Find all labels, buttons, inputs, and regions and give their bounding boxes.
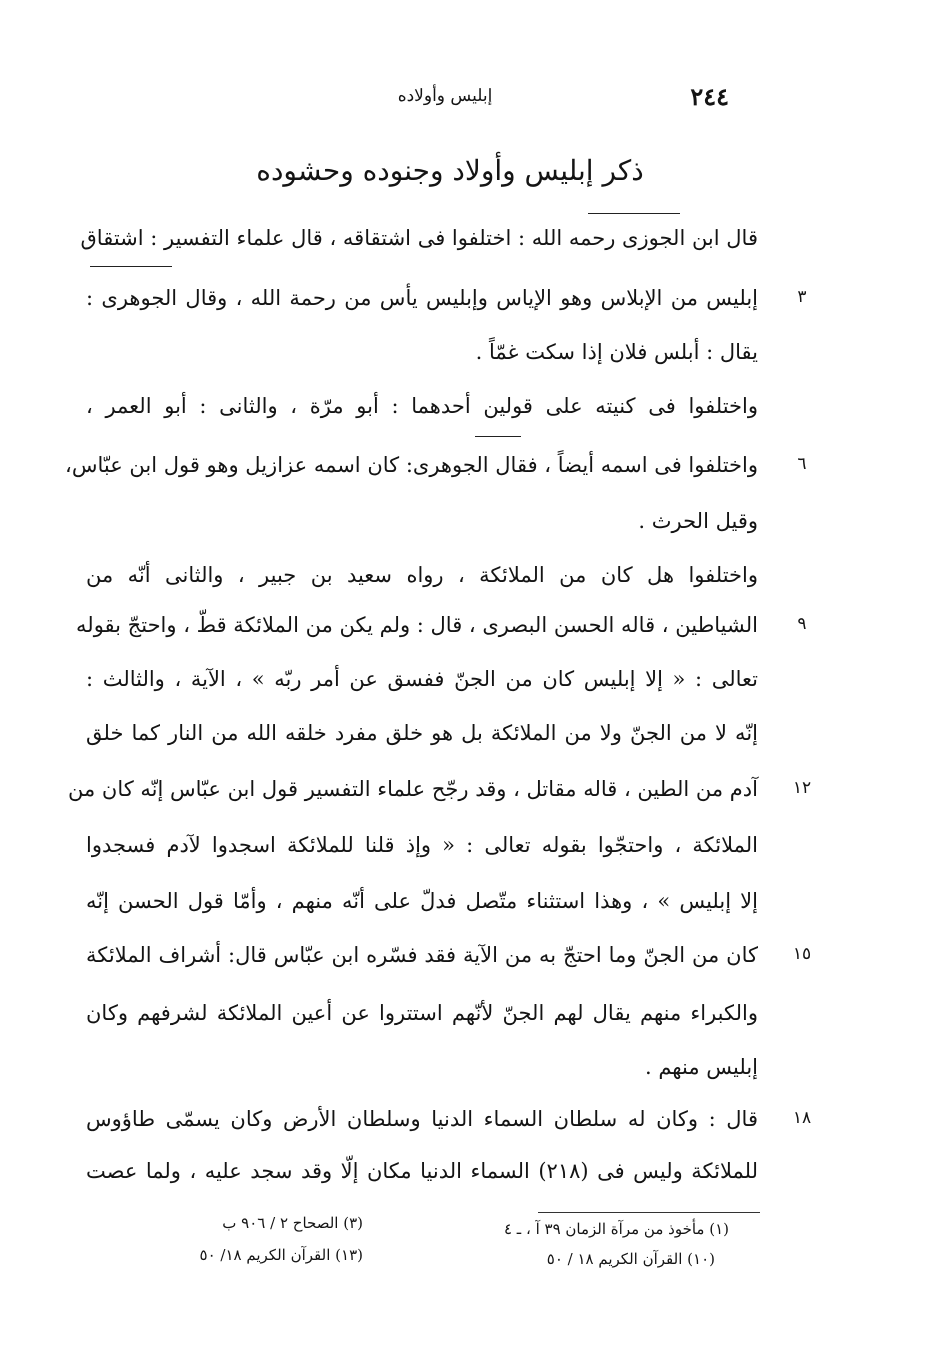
footnote-rule (538, 1212, 760, 1213)
text-line: وقيل الحرث . (638, 509, 758, 533)
line-number: ١٢ (792, 778, 812, 798)
text-line: قال ابن الجوزى رحمه الله : اختلفوا فى اشتقاقه ، قال علماء التفسير : اشتقاق (80, 226, 758, 250)
line-number: ١٥ (792, 944, 812, 964)
text-line: كان من الجنّ وما احتجّ به من الآية فقد فسّره ابن عبّاس قال: أشراف الملائكة (86, 943, 758, 967)
text-line: واختلفوا فى كنيته على قولين أحدهما : أبو مرّة ، والثانى : أبو العمر ، (86, 394, 758, 418)
footnote: (٣) الصحاح ٢ / ٩٠٦ ب (222, 1214, 363, 1232)
footnote: (١٠) القرآن الكريم ١٨ / ٥٠ (546, 1250, 715, 1268)
text-line: قال : وكان له سلطان السماء الدنيا وسلطان الأرض وكان يسمّى طاؤوس (86, 1107, 758, 1131)
running-title: إبليس وأولاده (397, 86, 493, 106)
text-line: الملائكة ، واحتجّوا بقوله تعالى : « وإذ قلنا للملائكة اسجدوا لآدم فسجدوا (86, 833, 758, 857)
text-line: إبليس من الإبلاس وهو الإياس وإبليس يأس من رحمة الله ، وقال الجوهرى : (86, 286, 758, 310)
text-line: للملائكة وليس فى (٢١٨) السماء الدنيا مكان إلّا وقد سجد عليه ، ولما عصت (86, 1159, 758, 1183)
page-number: ٢٤٤ (690, 82, 729, 111)
text-line: الشياطين ، قاله الحسن البصرى ، قال : ولم يكن من الملائكة قطّ ، واحتجّ بقوله (76, 613, 758, 637)
line-number: ١٨ (792, 1108, 812, 1128)
text-line: واختلفوا هل كان من الملائكة ، رواه سعيد بن جبير ، والثانى أنّه من (86, 563, 758, 587)
line-number: ٦ (797, 454, 807, 474)
text-line: والكبراء منهم يقال لهم الجنّ لأنّهم استتروا عن أعين الملائكة لشرفهم وكان (86, 1001, 758, 1025)
text-line: إلا إبليس » ، وهذا استثناء متّصل فدلّ على أنّه منهم ، وأمّا قول الحسن إنّه (86, 889, 758, 913)
text-line: إبليس منهم . (644, 1055, 758, 1079)
text-line: إنّه لا من الجنّ ولا من الملائكة بل هو خلق مفرد خلقه الله من النار كما خلق (86, 721, 758, 745)
chapter-title: ذكر إبليس وأولاد وجنوده وحشوده (256, 154, 644, 187)
footnote: (١٣) القرآن الكريم ١٨/ ٥٠ (199, 1246, 363, 1264)
line-number: ٣ (797, 287, 807, 307)
footnote: (١) مأخوذ من مرآة الزمان ٣٩ آ ، ـ ٤ (503, 1220, 729, 1238)
text-line: تعالى : « إلا إبليس كان من الجنّ ففسق عن أمر ربّه » ، الآية ، والثالث : (86, 667, 758, 691)
body-text (65, 0, 758, 1200)
text-line: يقال : أبلس فلان إذا سكت غمّاً . (475, 340, 758, 364)
text-line: آدم من الطين ، قاله مقاتل ، وقد رجّح علماء التفسير قول ابن عبّاس إنّه كان من (67, 777, 758, 801)
text-line: واختلفوا فى اسمه أيضاً ، فقال الجوهرى: كان اسمه عزازيل وهو قول ابن عبّاس، (65, 453, 758, 477)
line-number: ٩ (797, 614, 807, 634)
